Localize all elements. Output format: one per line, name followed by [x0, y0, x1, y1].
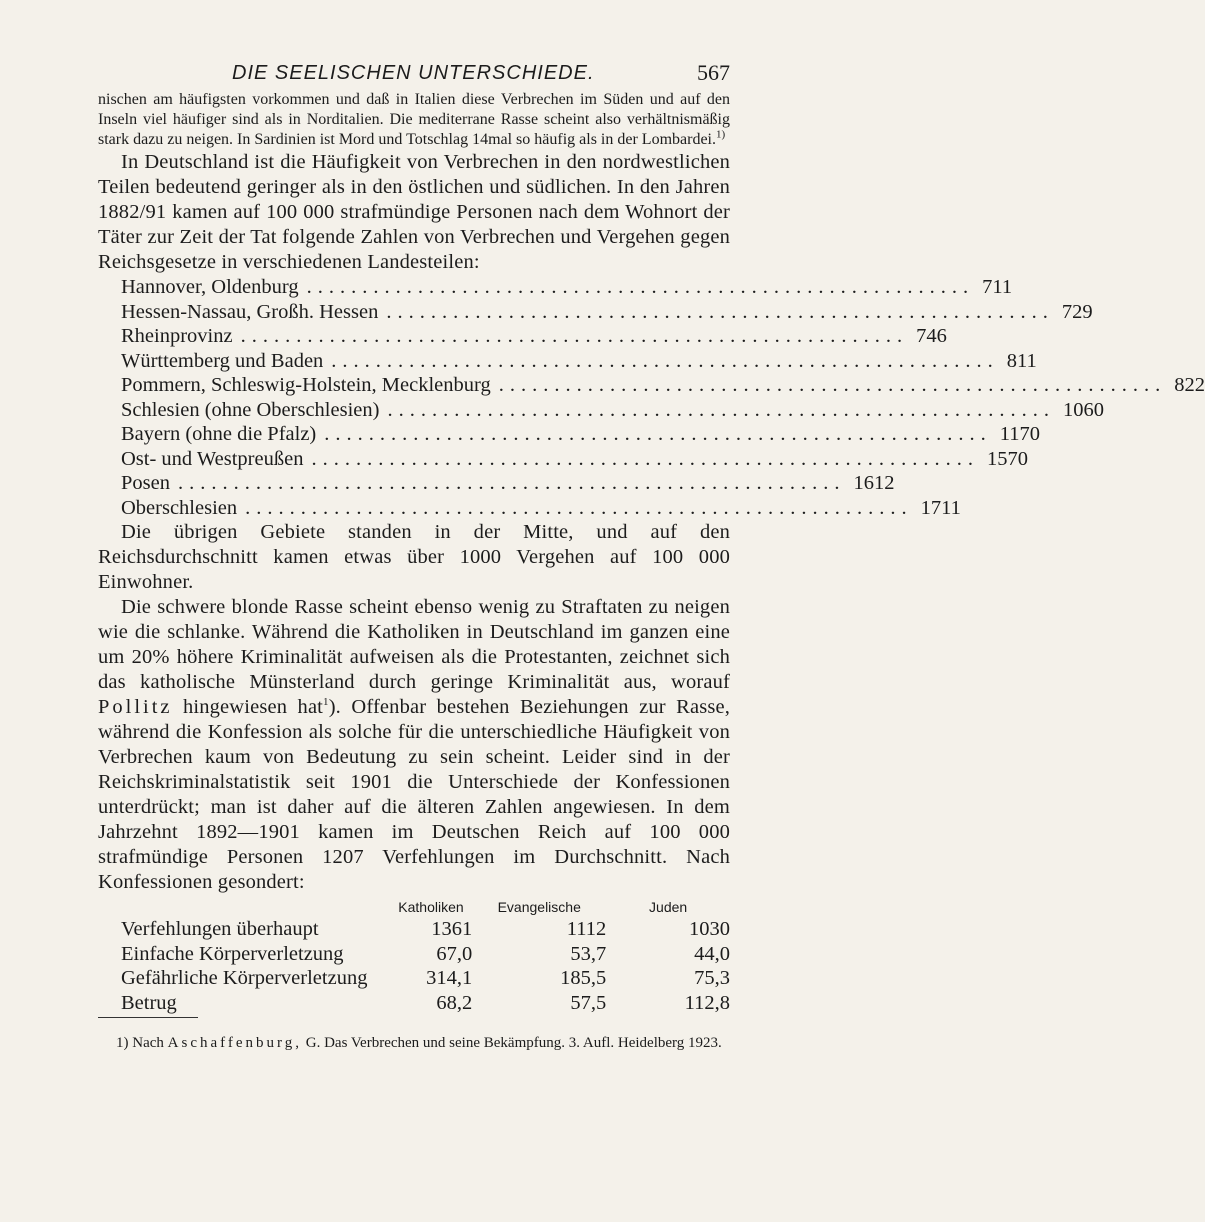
- leader-dots: ............................................................: [306, 276, 975, 298]
- leader-dots: ............................................................: [387, 398, 1055, 421]
- table-cell: 1112: [566, 918, 607, 940]
- table-row: [98, 917, 730, 942]
- continued-paragraph-text: nischen am häufigsten vorkommen und daß in Italien diese Verbrechen im Süden und auf den Inseln viel häufiger sind als in Norditalien. Die mediterrane Rasse scheint also verhältnismäßig stark dazu zu neigen. In Sardinien ist Mord und Totschlag 14mal so häufig als in der Lombardei.: [98, 91, 730, 148]
- region-name: Rheinprovinz: [121, 325, 233, 347]
- table-cell: 53,7: [570, 942, 607, 965]
- list-item: [98, 471, 895, 496]
- region-value: 811: [1006, 349, 1037, 372]
- table-row: [98, 966, 730, 991]
- region-value: 1170: [999, 423, 1040, 445]
- list-item: [98, 300, 1093, 325]
- region-name: Oberschlesien: [121, 496, 238, 519]
- leader-dots: ............................................................: [331, 349, 999, 372]
- table-body: [98, 917, 730, 1015]
- table-row: [98, 942, 730, 967]
- table-cell: 1030: [689, 918, 730, 940]
- table-cell: 314,1: [426, 967, 473, 989]
- table-row: [98, 991, 730, 1016]
- table-cell: 44,0: [694, 942, 730, 965]
- footnote-author: Aschaffenburg,: [167, 1035, 302, 1051]
- paragraph-text: hingewiesen hat: [172, 696, 324, 718]
- table-corner: [98, 899, 390, 917]
- table-cell: 75,3: [694, 967, 730, 989]
- book-page: [98, 52, 1205, 1068]
- footnote-marker: 1) Nach: [116, 1035, 168, 1051]
- paragraph-confession: [98, 595, 730, 895]
- list-item: [98, 349, 1037, 374]
- paragraph-text: Die schwere blonde Rasse scheint ebenso wenig zu Straftaten zu neigen wie die schlanke. Während die Katholiken in Deutschland im ganzen eine um 20% höhere Kriminalität aufweisen als die Protestanten, zeichnet sich das katholische Münsterland durch geringe Kriminalität aus, worauf: [98, 596, 730, 693]
- region-value: 1060: [1062, 398, 1104, 421]
- table-header-row: [98, 899, 730, 917]
- table-cell: 112,8: [684, 991, 730, 1014]
- list-item: [98, 422, 1040, 447]
- row-label: Betrug: [121, 991, 177, 1014]
- leader-dots: ............................................................: [324, 423, 992, 445]
- region-value: 1612: [853, 472, 895, 494]
- row-label: Gefährliche Körperverletzung: [121, 967, 368, 989]
- footnote-divider: [98, 1017, 198, 1018]
- row-label: Verfehlungen überhaupt: [121, 918, 319, 940]
- page-number: 567: [697, 60, 730, 85]
- region-name: Hessen-Nassau, Großh. Hessen: [121, 300, 379, 323]
- list-item: [98, 275, 1013, 300]
- region-name: Württemberg und Baden: [121, 349, 324, 372]
- leader-dots: ............................................................: [386, 300, 1054, 323]
- region-value: 746: [916, 325, 947, 347]
- list-item: [98, 398, 1104, 423]
- region-value: 711: [982, 276, 1013, 298]
- leader-dots: ............................................................: [240, 325, 909, 347]
- list-item: [98, 447, 1028, 472]
- confession-table: [98, 899, 730, 1015]
- continued-paragraph: [98, 90, 730, 150]
- column-header: Evangelische: [497, 899, 581, 915]
- row-label: Einfache Körperverletzung: [121, 942, 344, 965]
- paragraph-text: ). Offenbar bestehen Beziehungen zur Rasse, während die Konfession als solche für die unterschiedliche Häufigkeit von Verbrechen kaum von Bedeutung zu sein scheint. Leider sind in der Reichskriminalstatistik seit 1901 die Unterschiede der Konfessionen unterdrückt; man ist daher auf die älteren Zahlen angewiesen. In dem Jahrzehnt 1892—1901 kamen im Deutschen Reich auf 100 000 strafmündige Personen 1207 Verfehlungen im Durchschnitt. Nach Konfessionen gesondert:: [98, 696, 731, 893]
- region-name: Hannover, Oldenburg: [121, 276, 299, 298]
- running-title: DIE SEELISCHEN UNTERSCHIEDE.: [232, 62, 595, 84]
- table-cell: 67,0: [436, 942, 473, 965]
- leader-dots: ............................................................: [311, 447, 979, 470]
- footnote-text: G. Das Verbrechen und seine Bekämpfung. 3. Aufl. Heidelberg 1923.: [302, 1035, 722, 1051]
- column-header: Katholiken: [398, 899, 464, 915]
- list-item: [98, 324, 947, 349]
- column-header: Juden: [649, 899, 688, 915]
- table-cell: 68,2: [436, 991, 473, 1014]
- table-cell: 57,5: [570, 991, 607, 1014]
- region-name: Pommern, Schleswig-Holstein, Mecklenburg: [121, 374, 491, 396]
- region-name: Posen: [121, 472, 170, 494]
- leader-dots: ............................................................: [245, 496, 913, 519]
- region-name: Schlesien (ohne Oberschlesien): [121, 398, 380, 421]
- leader-dots: ............................................................: [177, 472, 846, 494]
- footnote-ref: 1): [716, 128, 726, 141]
- region-value: 822: [1174, 374, 1205, 396]
- footnote-ref: 1: [323, 696, 329, 709]
- list-item: [98, 373, 1205, 398]
- region-name: Ost- und Westpreußen: [121, 447, 304, 470]
- table-cell: 1361: [431, 918, 473, 940]
- leader-dots: ............................................................: [498, 374, 1167, 396]
- list-item: [98, 496, 961, 521]
- author-name: Pollitz: [98, 696, 173, 718]
- region-value: 729: [1061, 300, 1093, 323]
- paragraph-average: Die übrigen Gebiete standen in der Mitte, und auf den Reichsdurchschnitt kamen etwas über 1000 Vergehen auf 100 000 Einwohner.: [98, 521, 730, 593]
- region-value: 1570: [986, 447, 1028, 470]
- paragraph-germany: In Deutschland ist die Häufigkeit von Verbrechen in den nordwestlichen Teilen bedeutend geringer als in den östlichen und südlichen. In den Jahren 1882/91 kamen auf 100 000 strafmündige Personen nach dem Wohnort der Täter zur Zeit der Tat folgende Zahlen von Verbrechen und Vergehen gegen Reichsgesetze in verschiedenen Landesteilen:: [98, 151, 730, 273]
- region-list: [98, 275, 1205, 520]
- footnote: [98, 1033, 730, 1053]
- region-value: 1711: [920, 496, 961, 519]
- page-header: [98, 52, 730, 88]
- table-cell: 185,5: [560, 967, 607, 989]
- region-name: Bayern (ohne die Pfalz): [121, 423, 317, 445]
